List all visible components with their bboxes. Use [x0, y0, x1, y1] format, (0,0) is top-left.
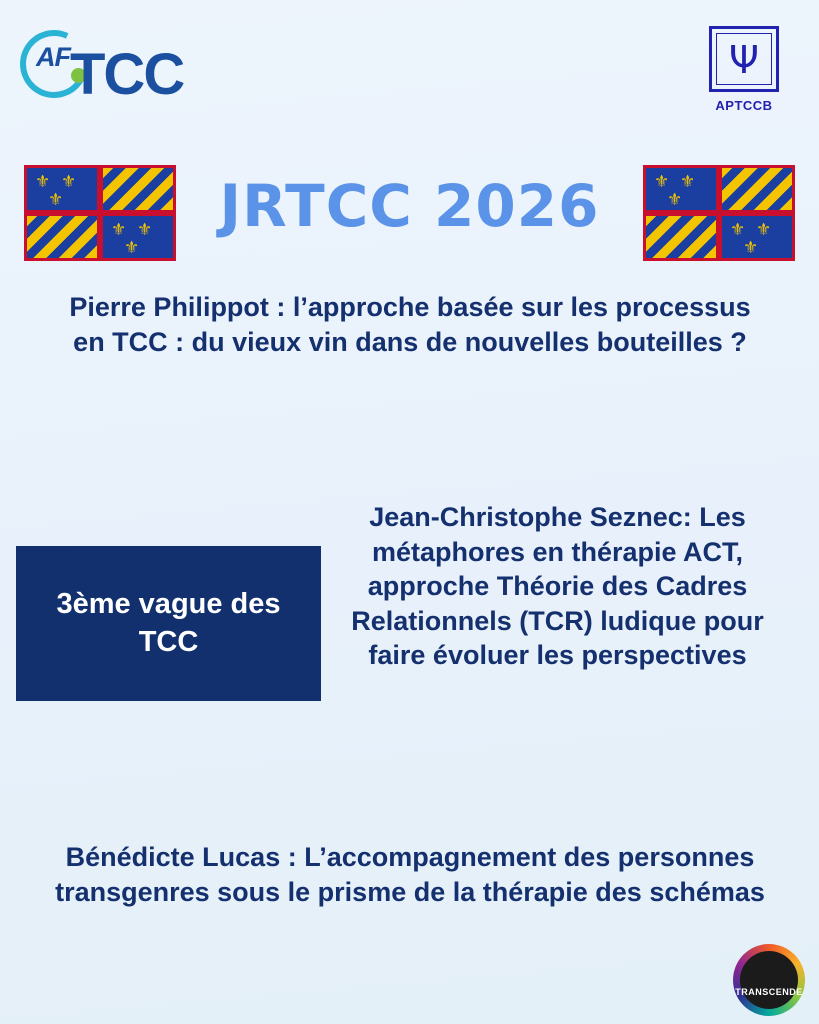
transcende-logo	[733, 944, 805, 1016]
fleur-de-lys-icon: ⚜	[48, 190, 64, 209]
talk-seznec: Jean-Christophe Seznec: Les métaphores en thérapie ACT, approche Théorie des Cadres Relationnels (TCR) ludique pour faire évoluer les perspectives	[351, 502, 764, 671]
aptccb-label: APTCCB	[715, 98, 773, 113]
fleur-de-lys-icon: ⚜	[743, 238, 759, 257]
talk-lucas: Bénédicte Lucas : L’accompagnement des personnes transgenres sous le prisme de la thérapie des schémas	[55, 842, 765, 907]
fleur-de-lys-icon: ⚜	[654, 172, 670, 191]
aptccb-frame-icon	[709, 26, 779, 92]
fleur-de-lys-icon: ⚜	[111, 220, 127, 239]
transcende-label: TRANSCENDE	[735, 987, 803, 997]
psi-icon: Ψ	[729, 38, 759, 82]
page-title: JRTCC 2026	[219, 172, 600, 240]
fleur-de-lys-icon: ⚜	[35, 172, 51, 191]
status-badge: 3ème vague des TCC	[16, 546, 321, 701]
talk-philippot: Pierre Philippot : l’approche basée sur les processus en TCC : du vieux vin dans de nouvelles bouteilles ?	[69, 292, 751, 357]
aftcc-logo	[14, 26, 204, 106]
fleur-de-lys-icon: ⚜	[61, 172, 77, 191]
fleur-de-lys-icon: ⚜	[730, 220, 746, 239]
fleur-de-lys-icon: ⚜	[124, 238, 140, 257]
transcende-inner-disc	[735, 951, 803, 1009]
aptccb-logo	[699, 26, 789, 121]
aftcc-mark-text: AF	[36, 42, 70, 72]
fleur-de-lys-icon: ⚜	[667, 190, 683, 209]
fleur-de-lys-icon: ⚜	[680, 172, 696, 191]
fleur-de-lys-icon: ⚜	[756, 220, 772, 239]
fleur-de-lys-icon: ⚜	[137, 220, 153, 239]
aftcc-wordmark: TCC	[70, 42, 184, 107]
